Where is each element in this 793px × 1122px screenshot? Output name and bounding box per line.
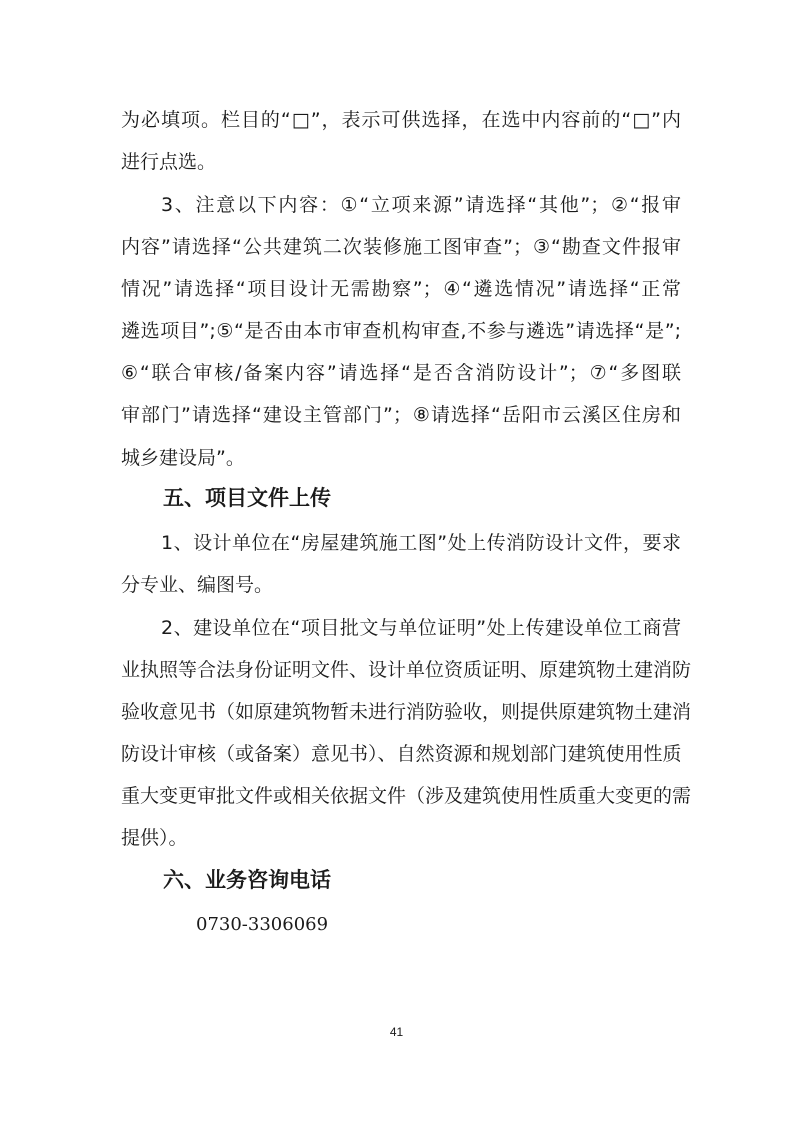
upload1-line-2: 分专业、编图号。 xyxy=(121,574,274,596)
item3-line-4: 遴选项目”;⑤“是否由本市审查机构审查,不参与遴选”请选择“是”; xyxy=(121,320,681,342)
item3-line-7: 城乡建设局”。 xyxy=(121,447,245,469)
upload2-line-6: 提供）。 xyxy=(121,827,188,849)
item3-line-2: 内容”请选择“公共建筑二次装修施工图审查”；③“勘查文件报审 xyxy=(121,236,681,258)
contact-phone: 0730-3306069 xyxy=(196,914,329,935)
upload2-line-5: 重大变更审批文件或相关依据文件（涉及建筑使用性质重大变更的需 xyxy=(121,785,692,807)
page-number: 41 xyxy=(389,1025,404,1039)
item3-line-1: 3、注意以下内容：①“立项来源”请选择“其他”；②“报审 xyxy=(161,194,681,216)
item3-line-3: 情况”请选择“项目设计无需勘察”；④“遴选情况”请选择“正常 xyxy=(121,278,681,300)
upload1-line-1: 1、设计单位在“房屋建筑施工图”处上传消防设计文件，要求 xyxy=(161,532,681,554)
section-6-heading: 六、业务咨询电话 xyxy=(163,868,331,892)
upload2-line-2: 业执照等合法身份证明文件、设计单位资质证明、原建筑物土建消防 xyxy=(121,659,692,681)
section-5-heading: 五、项目文件上传 xyxy=(163,486,331,510)
intro-line-1: 为必填项。栏目的“□”，表示可供选择，在选中内容前的“□”内 xyxy=(121,109,681,131)
upload2-line-4: 防设计审核（或备案）意见书）、自然资源和规划部门建筑使用性质 xyxy=(121,743,682,765)
item3-line-6: 审部门”请选择“建设主管部门”；⑧请选择“岳阳市云溪区住房和 xyxy=(121,404,681,426)
intro-line-2: 进行点选。 xyxy=(121,151,217,173)
item3-line-5: ⑥“联合审核/备案内容”请选择“是否含消防设计”；⑦“多图联 xyxy=(121,362,681,384)
upload2-line-3: 验收意见书（如原建筑物暂未进行消防验收，则提供原建筑物土建消 xyxy=(121,701,692,723)
upload2-line-1: 2、建设单位在“项目批文与单位证明”处上传建设单位工商营 xyxy=(161,617,681,639)
